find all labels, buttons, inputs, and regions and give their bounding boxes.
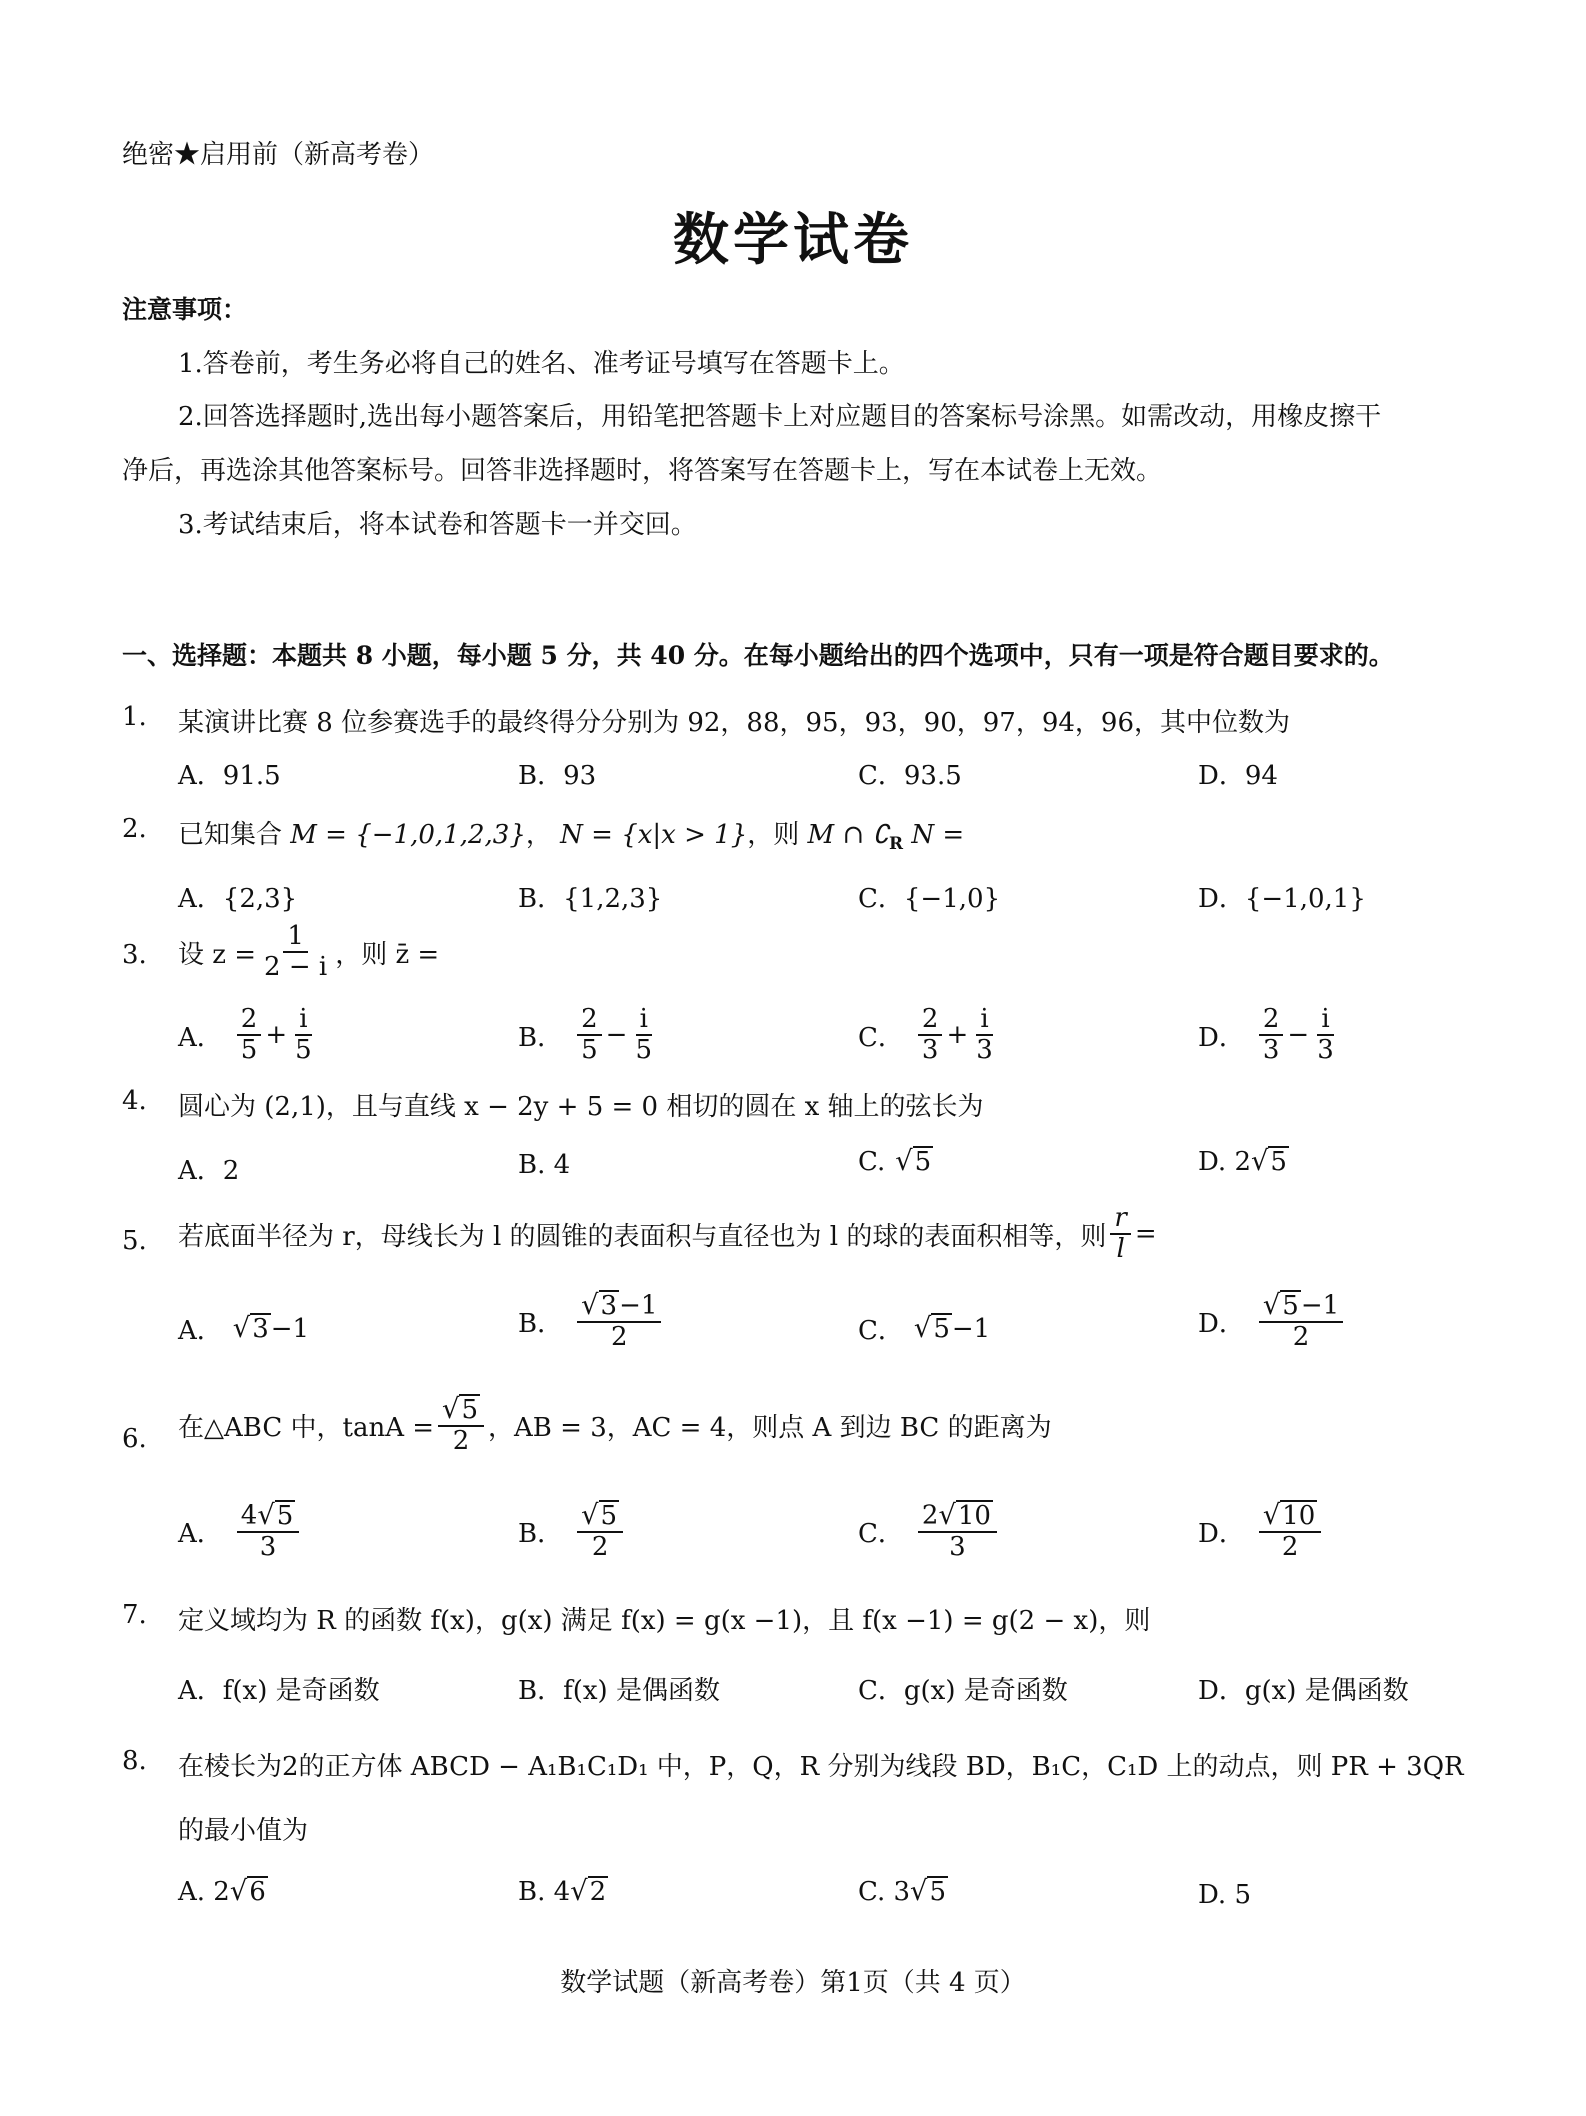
question-number: 1. [122, 702, 147, 732]
option-a: A．{2,3} [178, 884, 298, 914]
question-number: 7. [122, 1600, 147, 1630]
option-b: B．93 [518, 761, 597, 791]
q2-mid: ， [525, 820, 552, 850]
question-text-cont: 的最小值为 [178, 1816, 309, 1846]
q3-pre: 设 z = [178, 939, 257, 970]
q2-expr: M ∩ ∁ [807, 820, 889, 850]
notice-item-1: 1.答卷前，考生务必将自己的姓名、准考证号填写在答题卡上。 [178, 349, 905, 379]
q3-post: ，则 z̄ = [335, 939, 440, 970]
option-b: B． √ 3 −1 2 [518, 1290, 665, 1352]
q2-pre: 已知集合 [178, 820, 283, 850]
option-d: D． √ 10 2 [1198, 1500, 1325, 1562]
option-c: C． 2 √ 10 3 [858, 1500, 1001, 1562]
q2-tail: N = [911, 820, 965, 850]
q2-r: R [889, 833, 904, 854]
option-c: C．93.5 [858, 761, 962, 791]
option-a: A．91.5 [178, 761, 281, 791]
option-a: A． √ 3 −1 [178, 1313, 310, 1346]
option-d: D． √ 5 −1 2 [1198, 1290, 1347, 1352]
option-c: C. 3 √ 5 [858, 1876, 946, 1908]
option-b: B． √ 5 2 [518, 1500, 627, 1562]
option-d: D．94 [1198, 761, 1278, 791]
page-footer: 数学试题（新高考卷）第1页（共 4 页） [560, 1968, 1026, 1998]
q5-fraction: $\frac{r}{l}$ [1110, 1204, 1130, 1264]
question-text: 某演讲比赛 8 位参赛选手的最终得分分别为 92，88，95，93，90，97，94，96，其中位数为 [178, 708, 1291, 738]
option-c: C． √ 5 −1 [858, 1313, 991, 1346]
notice-item-2a: 2.回答选择题时,选出每小题答案后，用铅笔把答题卡上对应题目的答案标号涂黑。如需改动，用橡皮擦干 [178, 402, 1382, 432]
option-d: D．{−1,0,1} [1198, 884, 1366, 914]
option-a: A． 4 √ 5 3 [178, 1500, 303, 1562]
question-number: 2. [122, 814, 147, 844]
option-b: B． $\frac{2}{5}$ − $\frac{i}{5}$ [518, 1004, 652, 1065]
option-c: C．g(x) 是奇函数 [858, 1676, 1068, 1706]
option-a: A． $\frac{2}{5}$ + $\frac{i}{5}$ [178, 1004, 312, 1065]
question-number: 8. [122, 1746, 147, 1776]
notice-item-2b: 净后，再选涂其他答案标号。回答非选择题时，将答案写在答题卡上，写在本试卷上无效。 [122, 456, 1163, 486]
question-text [178, 922, 439, 982]
question-text [178, 814, 964, 853]
option-d: D． $\frac{2}{3}$ − $\frac{i}{3}$ [1198, 1004, 1334, 1065]
q3-fraction: $\frac{1}{2 - i}$ [264, 921, 328, 982]
notice-item-3: 3.考试结束后，将本试卷和答题卡一并交回。 [178, 510, 697, 540]
option-b: B．f(x) 是偶函数 [518, 1676, 720, 1706]
question-text: 若底面半径为 r，母线长为 l 的圆锥的表面积与直径也为 l 的球的表面积相等，则 $\frac{r}{l}$ = [178, 1203, 1157, 1264]
option-a: A．2 [178, 1156, 240, 1186]
option-d: D．g(x) 是偶函数 [1198, 1676, 1409, 1706]
section-heading: 一、选择题：本题共 8 小题，每小题 5 分，共 40 分。在每小题给出的四个选项中，只有一项是符合题目要求的。 [122, 641, 1394, 670]
option-d: D. 5 [1198, 1880, 1251, 1910]
question-text: 圆心为 (2,1)，且与直线 x − 2y + 5 = 0 相切的圆在 x 轴上的弦长为 [178, 1092, 984, 1122]
question-number: 5. [122, 1226, 147, 1256]
option-c: C. √ 5 [858, 1146, 932, 1178]
option-b: B. 4 [518, 1150, 571, 1180]
option-c: C．{−1,0} [858, 884, 1001, 914]
question-number: 3. [122, 940, 147, 970]
q6-fraction: √ 5 2 [438, 1394, 484, 1456]
question-text: 定义域均为 R 的函数 f(x)，g(x) 满足 f(x) = g(x −1)，且 f(x −1) = g(2 − x)，则 [178, 1606, 1151, 1636]
option-c: C． $\frac{2}{3}$ + $\frac{i}{3}$ [858, 1004, 993, 1065]
q2-post: ，则 [747, 820, 800, 850]
q2-set-m: M = {−1,0,1,2,3} [290, 820, 526, 850]
option-a: A. 2 √ 6 [178, 1876, 266, 1908]
q2-set-n: N = {x|x > 1} [560, 820, 748, 850]
question-number: 4. [122, 1086, 147, 1116]
option-a: A．f(x) 是奇函数 [178, 1676, 380, 1706]
page-title: 数学试卷 [673, 207, 913, 273]
option-b: B. 4 √ 2 [518, 1876, 607, 1908]
option-d: D. 2 √ 5 [1198, 1146, 1287, 1178]
notice-heading: 注意事项： [122, 295, 248, 324]
option-b: B．{1,2,3} [518, 884, 663, 914]
question-text: 在△ABC 中，tanA = √ 5 2 ，AB = 3，AC = 4，则点 A 到边 BC 的距离为 [178, 1393, 1052, 1456]
confidential-note: 绝密★启用前（新高考卷） [122, 140, 435, 170]
question-number: 6. [122, 1424, 147, 1454]
question-text: 在棱长为2的正方体 ABCD − A₁B₁C₁D₁ 中，P，Q，R 分别为线段 BD，B₁C，C₁D 上的动点，则 PR + 3QR [178, 1752, 1464, 1782]
